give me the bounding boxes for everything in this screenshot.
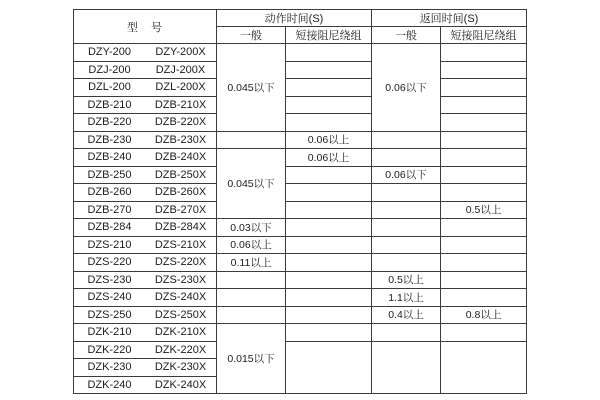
- empty-cell: [441, 184, 527, 202]
- return-damped-value: 0.8以上: [441, 306, 527, 324]
- empty-cell: [286, 219, 372, 237]
- table-row: [74, 306, 527, 324]
- table-row: [74, 236, 527, 254]
- model-cell: DZB-250 DZB-250X: [74, 166, 217, 184]
- empty-cell: [372, 131, 441, 149]
- action-damped-value: 0.06以上: [286, 131, 372, 149]
- empty-cell: [441, 341, 527, 394]
- table-row: [74, 201, 527, 219]
- model-cell: DZB-210 DZB-210X: [74, 96, 217, 114]
- spec-table: [73, 9, 527, 394]
- table-row: [74, 149, 527, 167]
- table-row: [74, 96, 527, 114]
- return-damped-winding-header: 短接阻尼绕组: [441, 27, 527, 44]
- empty-cell: [286, 114, 372, 132]
- table-row: [74, 131, 527, 149]
- empty-cell: [441, 44, 527, 62]
- return-time-header: 返回时间(S): [372, 10, 527, 27]
- empty-cell: [372, 201, 441, 219]
- action-damped-winding-header: 短接阻尼绕组: [286, 27, 372, 44]
- table-row: [74, 289, 527, 307]
- empty-cell: [441, 254, 527, 272]
- model-cell: DZB-240 DZB-240X: [74, 149, 217, 167]
- empty-cell: [372, 324, 441, 342]
- table-row: [74, 271, 527, 289]
- model-cell: DZK-220 DZK-220X: [74, 341, 217, 359]
- empty-cell: [441, 289, 527, 307]
- empty-cell: [372, 254, 441, 272]
- empty-cell: [286, 201, 372, 219]
- empty-cell: [441, 79, 527, 97]
- empty-cell: [217, 306, 286, 324]
- model-cell: DZJ-200 DZJ-200X: [74, 61, 217, 79]
- empty-cell: [286, 184, 372, 202]
- empty-cell: [441, 324, 527, 342]
- table-row: [74, 324, 527, 342]
- empty-cell: [441, 149, 527, 167]
- action-general-header: 一般: [217, 27, 286, 44]
- empty-cell: [286, 79, 372, 97]
- return-damped-value: 0.5以上: [441, 201, 527, 219]
- table-row: [74, 184, 527, 202]
- table-row: [74, 341, 527, 359]
- empty-cell: [441, 236, 527, 254]
- empty-cell: [441, 219, 527, 237]
- model-cell: DZL-200 DZL-200X: [74, 79, 217, 97]
- action-general-value: 0.015以下: [217, 324, 286, 394]
- action-general-value: 0.045以下: [217, 44, 286, 132]
- empty-cell: [286, 236, 372, 254]
- empty-cell: [441, 96, 527, 114]
- model-cell: DZK-230 DZK-230X: [74, 359, 217, 377]
- table-row: [74, 44, 527, 62]
- empty-cell: [372, 219, 441, 237]
- model-cell: DZB-220 DZB-220X: [74, 114, 217, 132]
- empty-cell: [286, 324, 372, 342]
- empty-cell: [286, 341, 372, 394]
- return-general-value: 0.06以下: [372, 44, 441, 132]
- empty-cell: [217, 271, 286, 289]
- empty-cell: [441, 131, 527, 149]
- empty-cell: [372, 184, 441, 202]
- model-cell: DZS-230 DZS-230X: [74, 271, 217, 289]
- model-cell: DZS-220 DZS-220X: [74, 254, 217, 272]
- action-damped-value: 0.06以上: [286, 149, 372, 167]
- empty-cell: [286, 289, 372, 307]
- empty-cell: [372, 236, 441, 254]
- table-row: [74, 114, 527, 132]
- empty-cell: [217, 289, 286, 307]
- empty-cell: [286, 61, 372, 79]
- model-cell: DZS-240 DZS-240X: [74, 289, 217, 307]
- empty-cell: [441, 61, 527, 79]
- empty-cell: [441, 271, 527, 289]
- action-general-value: 0.06以上: [217, 236, 286, 254]
- empty-cell: [286, 44, 372, 62]
- empty-cell: [441, 166, 527, 184]
- action-general-value: 0.03以下: [217, 219, 286, 237]
- empty-cell: [286, 306, 372, 324]
- table-row: [74, 79, 527, 97]
- action-general-value: 0.045以下: [217, 149, 286, 219]
- model-cell: DZS-210 DZS-210X: [74, 236, 217, 254]
- model-column-header: 型 号: [74, 10, 217, 44]
- model-cell: DZY-200 DZY-200X: [74, 44, 217, 62]
- empty-cell: [217, 131, 286, 149]
- empty-cell: [372, 341, 441, 394]
- empty-cell: [286, 254, 372, 272]
- model-cell: DZK-240 DZK-240X: [74, 376, 217, 394]
- empty-cell: [286, 166, 372, 184]
- model-cell: DZB-230 DZB-230X: [74, 131, 217, 149]
- model-cell: DZB-270 DZB-270X: [74, 201, 217, 219]
- empty-cell: [286, 96, 372, 114]
- return-general-value: 0.5以上: [372, 271, 441, 289]
- empty-cell: [286, 271, 372, 289]
- empty-cell: [372, 149, 441, 167]
- return-general-value: 0.06以下: [372, 166, 441, 184]
- table-row: [74, 219, 527, 237]
- action-time-header: 动作时间(S): [217, 10, 372, 27]
- table-row: [74, 166, 527, 184]
- table-row: [74, 254, 527, 272]
- return-general-value: 0.4以上: [372, 306, 441, 324]
- empty-cell: [441, 114, 527, 132]
- model-cell: DZS-250 DZS-250X: [74, 306, 217, 324]
- model-cell: DZB-260 DZB-260X: [74, 184, 217, 202]
- model-cell: DZK-210 DZK-210X: [74, 324, 217, 342]
- action-general-value: 0.11以上: [217, 254, 286, 272]
- return-general-header: 一般: [372, 27, 441, 44]
- model-cell: DZB-284 DZB-284X: [74, 219, 217, 237]
- return-general-value: 1.1以上: [372, 289, 441, 307]
- table-row: [74, 61, 527, 79]
